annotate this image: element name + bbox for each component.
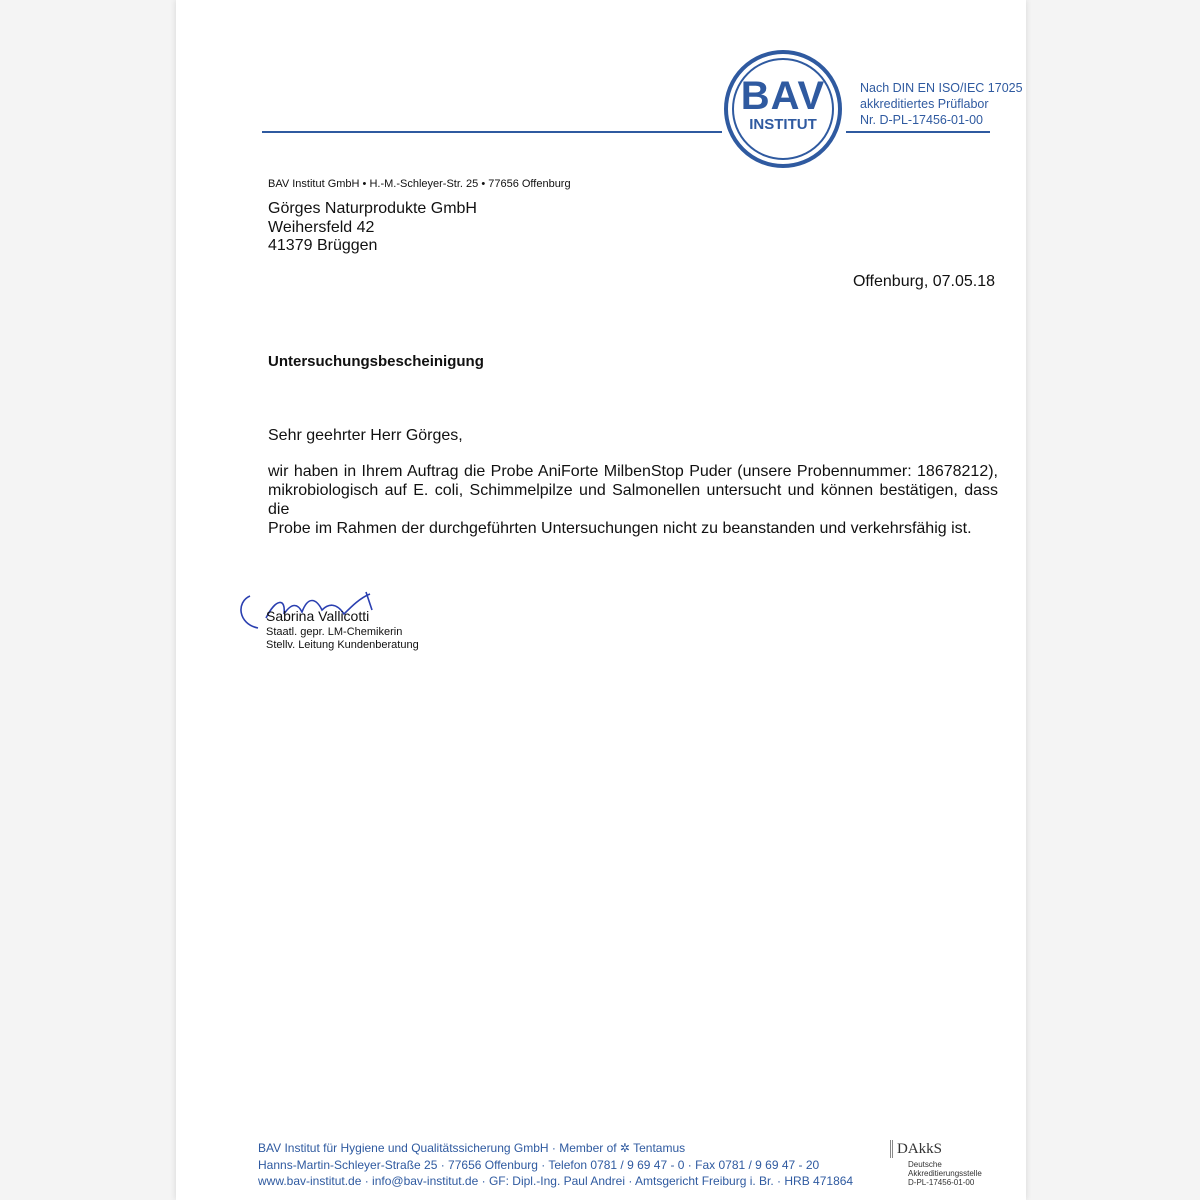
logo-subtext: INSTITUT [749,116,817,133]
dakks-logo [878,1130,982,1187]
footer-line: BAV Institut für Hygiene und Qualitätssicherung GmbH · Member of ✲ Tentamus [258,1141,686,1155]
dakks-line: D-PL-17456-01-00 [908,1178,975,1187]
bav-logo [724,50,842,168]
signatory-title: Staatl. gepr. LM-Chemikerin [266,626,403,638]
recipient-address [268,200,477,256]
accreditation-line: Nach DIN EN ISO/IEC 17025 [860,81,1023,95]
dakks-line: Akkreditierungsstelle [908,1169,982,1178]
accreditation-line: Nr. D-PL-17456-01-00 [860,113,983,127]
dakks-line: Deutsche [908,1160,942,1169]
body-line: mikrobiologisch auf E. coli, Schimmelpilze und Salmonellen untersucht und können bestätigen, dass die [268,482,998,518]
header-rule-left [262,131,722,133]
footer-line: www.bav-institut.de · info@bav-institut.de · GF: Dipl.-Ing. Paul Andrei · Amtsgericht Freiburg i. Br. · HRB 471864 [258,1174,854,1188]
signatory-role: Stellv. Leitung Kundenberatung [266,639,419,651]
accreditation-line: akkreditiertes Prüflabor [860,97,989,111]
recipient-line: Weihersfeld 42 [268,218,375,236]
body-line: Probe im Rahmen der durchgeführten Untersuchungen nicht zu beanstanden und verkehrsfähig ist. [268,520,972,537]
footer-line: Hanns-Martin-Schleyer-Straße 25 · 77656 Offenburg · Telefon 0781 / 9 69 47 - 0 · Fax 0781 / 9 69 47 - 20 [258,1157,820,1172]
body-text [268,462,998,538]
date: Offenburg, 07.05.18 [852,273,995,290]
recipient-line: 41379 Brüggen [268,237,378,254]
sender-line: BAV Institut GmbH • H.-M.-Schleyer-Str. 25 • 77656 Offenburg [268,178,571,190]
accreditation [860,80,1023,128]
dakks-name: DAkkS [890,1140,982,1158]
subject: Untersuchungsbescheinigung [268,353,484,370]
salutation: Sehr geehrter Herr Görges, [268,427,463,444]
signatory-name: Sabrina Vallicotti [266,608,370,624]
logo-text: BAV [740,74,826,118]
body-line: wir haben in Ihrem Auftrag die Probe AniForte MilbenStop Puder (unsere Probennummer: 18678212), [268,463,998,480]
footer [258,1140,853,1190]
header-rule-right [846,131,990,133]
recipient-line: Görges Naturprodukte GmbH [268,200,477,217]
